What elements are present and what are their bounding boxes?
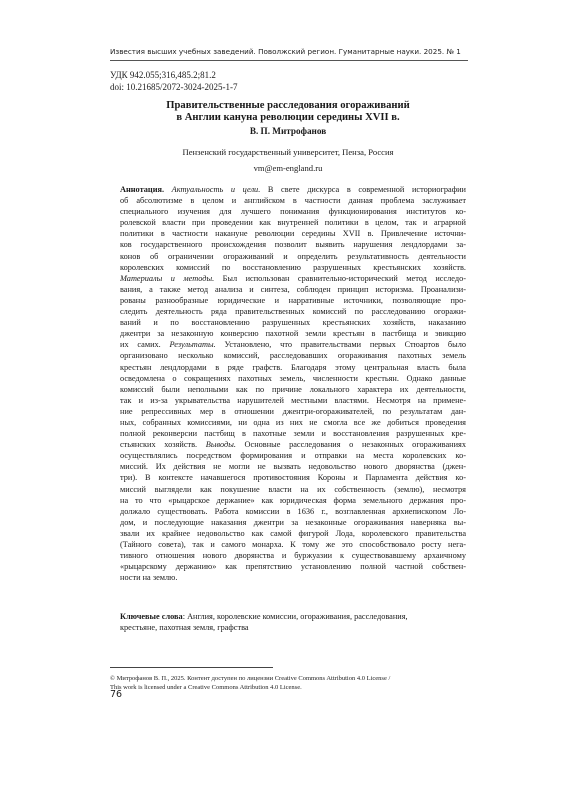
article-title — [110, 100, 466, 123]
abstract-line: комиссий были неполными как по причине локального характера их деятельности, — [120, 384, 466, 394]
keywords-line: крестьяне, пахотная земля, графства — [120, 623, 249, 633]
footnote-divider — [110, 667, 273, 668]
udc-code: УДК 942.055;316,485.2;81.2 — [110, 70, 216, 80]
author-affiliation: Пензенский государственный университет, Пенза, Россия — [182, 147, 394, 157]
keywords-label: Ключевые слова — [120, 612, 183, 621]
abstract-heading-conclusions: Выводы. — [205, 440, 236, 450]
doi: doi: 10.21685/2072-3024-2025-1-7 — [110, 82, 238, 92]
abstract-line: ваний и по восстановлению разрушенных крестьянских хозяйств, наказанию — [120, 318, 466, 328]
abstract-line: политики в частности накануне революции середины XVII в. Привлечение источни- — [120, 229, 466, 239]
abstract-line: миссий выглядели как покушение власти на их собственность (землю), несмотря — [120, 484, 466, 494]
author-email: vm@em-england.ru — [253, 163, 323, 173]
running-header: Известия высших учебных заведений. Поволжский регион. Гуманитарные науки. 2025. № 1 — [110, 47, 461, 56]
abstract-line: ных, собранных комиссиями, ни одна из них не смогла все же добиться проведения — [120, 417, 466, 427]
abstract-line: Аннотация. Актуальность и цели. В свете дискурса в современной историографии — [120, 185, 466, 194]
abstract-line: стьянских хозяйств. Выводы. Основные расследования о незаконных огораживаниях — [120, 440, 466, 450]
title-line: Правительственные расследования огораживаний — [166, 100, 410, 111]
abstract-line: миссий. Их действия не могли не вызвать недовольство нового дворянства (джен- — [120, 462, 466, 472]
abstract-line: ние репрессивных мер в отношении джентри-огораживателей, по результатам дан- — [120, 406, 466, 416]
abstract-line: королевских комиссий по восстановлению разрушенных крестьянских хозяйств. — [120, 262, 466, 272]
license-footnote — [110, 674, 468, 692]
abstract-line: тивного отношения нового дворянства и буржуазии к существовавшему архаичному — [120, 551, 466, 561]
abstract-heading-results: Результаты. — [169, 340, 216, 350]
abstract-line: должало существовать. Работа комиссии в 1636 г., возглавленная архиепископом Ло- — [120, 506, 466, 516]
title-line: в Англии кануна революции середины XVII в. — [176, 111, 400, 123]
abstract-line: джентри за незаконную конверсию пахотной земли крестьян в пастбища и эвикцию — [120, 329, 466, 339]
abstract-line: организовано несколько комиссий, расследовавших огораживания пахотных земель — [120, 351, 466, 361]
abstract-line: ролевской власти при проведении как внутренней политики в целом, так и аграрной — [120, 218, 466, 228]
abstract-heading-materials: Материалы и методы. — [120, 273, 215, 283]
abstract-line: вания, а также метод анализа и синтеза, соблюден принцип историзма. Проанализи- — [120, 284, 466, 294]
abstract-label: Аннотация. — [120, 185, 165, 194]
abstract-line: (Тайного совета), так и самого монарха. К тому же это способствовало росту нега- — [120, 540, 466, 549]
abstract-line: рованы разнообразные юридические и нарративные источники, позволяющие про- — [120, 295, 466, 305]
footnote-line: This work is licensed under a Creative Commons Attribution 4.0 License. — [110, 684, 302, 691]
footnote-line: © Митрофанов В. П., 2025. Контент доступен по лицензии Creative Commons Attribution 4.0 License / — [110, 675, 391, 682]
abstract-line: полной реконверсии пастбищ в пахотные земли и восстановления разрушенных кре- — [120, 429, 466, 439]
abstract-line: ков государственного происхождения позволит выявить нарушения лендлордами за- — [120, 240, 466, 250]
abstract-line: осуществлялись посредством формирования и отправки на места королевских ко- — [120, 451, 466, 461]
abstract-line: Материалы и методы. Был использован сравнительно-исторический метод исследо- — [120, 273, 466, 283]
keywords — [120, 611, 466, 633]
abstract-line: их самих. Результаты. Установлено, что правительствами первых Стюартов было — [120, 340, 466, 350]
abstract-line: «рыцарскому держанию» как препятствию установлению полной частной собствен- — [120, 562, 466, 572]
abstract-line: об абсолютизме в целом и английском в частности данная проблема заслуживает — [120, 196, 466, 206]
abstract-line: ности на землю. — [120, 573, 178, 583]
abstract-line: крестьян лендлордами в ряде графств. Благодаря этому центральная власть была — [120, 362, 466, 372]
abstract-line: следить деятельность ряда правительственных комиссий по расследованию огоражи- — [120, 307, 466, 317]
abstract-line: специального изучения для лучшего понимания функционирования институтов ко- — [120, 207, 466, 217]
abstract-line: на то что «рыцарское держание» как юридическая форма земельного держания про- — [120, 495, 466, 505]
abstract — [120, 184, 466, 583]
abstract-line: конов об ограничении огораживаний и определить результативность деятельности — [120, 251, 466, 261]
header-divider — [110, 60, 468, 61]
keywords-line: Ключевые слова: Англия, королевские комиссии, огораживания, расследования, — [120, 612, 408, 621]
abstract-line: три). В контексте начавшегося противостояния Короны и Парламента действия ко- — [120, 473, 466, 483]
abstract-line: осведомлена о сокращениях пахотных земель, численности крестьян. Однако данные — [120, 373, 466, 383]
page-number: 76 — [110, 689, 123, 700]
abstract-line: так и из-за укрывательства нарушителей местными властями. Несмотря на примене- — [120, 395, 466, 405]
abstract-heading-relevance: Актуальность и цели. — [171, 185, 261, 194]
author-name: В. П. Митрофанов — [249, 126, 327, 136]
abstract-line: звали их крайнее недовольство как самой фигурой Лода, королевского правительства — [120, 528, 466, 538]
abstract-line: дом, и последующие наказания джентри за незаконные огораживания наверняка вы- — [120, 517, 466, 527]
